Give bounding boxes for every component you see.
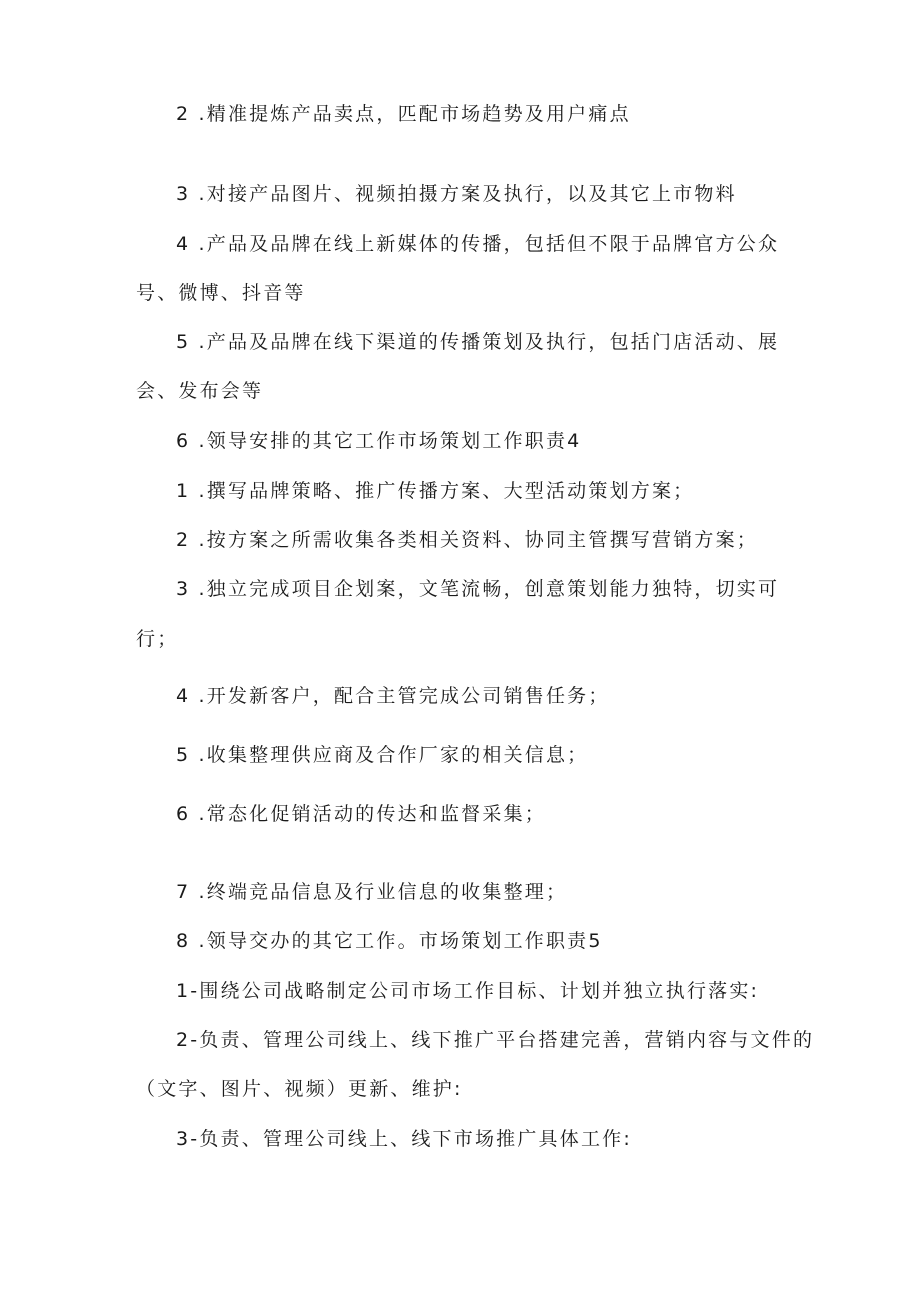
paragraph-line: 2 .精准提炼产品卖点，匹配市场趋势及用户痛点 <box>176 103 631 125</box>
paragraph-line: 2 .按方案之所需收集各类相关资料、协同主管撰写营销方案； <box>176 529 758 551</box>
paragraph-line: 3 .独立完成项目企划案，文笔流畅，创意策划能力独特，切实可 <box>176 578 780 600</box>
paragraph-line: 6 .常态化促销活动的传达和监督采集； <box>176 803 546 825</box>
paragraph-line: 会、发布会等 <box>136 380 264 402</box>
paragraph-line: （文字、图片、视频）更新、维护: <box>136 1078 463 1100</box>
paragraph-line: 4 .开发新客户，配合主管完成公司销售任务； <box>176 685 610 707</box>
paragraph-line: 6 .领导安排的其它工作市场策划工作职责4 <box>176 430 582 452</box>
paragraph-line: 3-负责、管理公司线上、线下市场推广具体工作: <box>176 1128 632 1150</box>
paragraph-line: 4 .产品及品牌在线上新媒体的传播，包括但不限于品牌官方公众 <box>176 233 780 255</box>
paragraph-line: 8 .领导交办的其它工作。市场策划工作职责5 <box>176 930 603 952</box>
paragraph-line: 1 .撰写品牌策略、推广传播方案、大型活动策划方案； <box>176 480 695 502</box>
paragraph-line: 2-负责、管理公司线上、线下推广平台搭建完善，营销内容与文件的 <box>176 1029 815 1051</box>
paragraph-line: 5 .收集整理供应商及合作厂家的相关信息； <box>176 744 589 766</box>
paragraph-line: 3 .对接产品图片、视频拍摄方案及执行，以及其它上市物料 <box>176 183 737 205</box>
paragraph-line: 7 .终端竞品信息及行业信息的收集整理； <box>176 881 568 903</box>
paragraph-line: 5 .产品及品牌在线下渠道的传播策划及执行，包括门店活动、展 <box>176 331 780 353</box>
paragraph-line: 1-围绕公司战略制定公司市场工作目标、计划并独立执行落实: <box>176 980 760 1002</box>
paragraph-line: 号、微博、抖音等 <box>136 282 306 304</box>
paragraph-line: 行； <box>136 628 179 650</box>
